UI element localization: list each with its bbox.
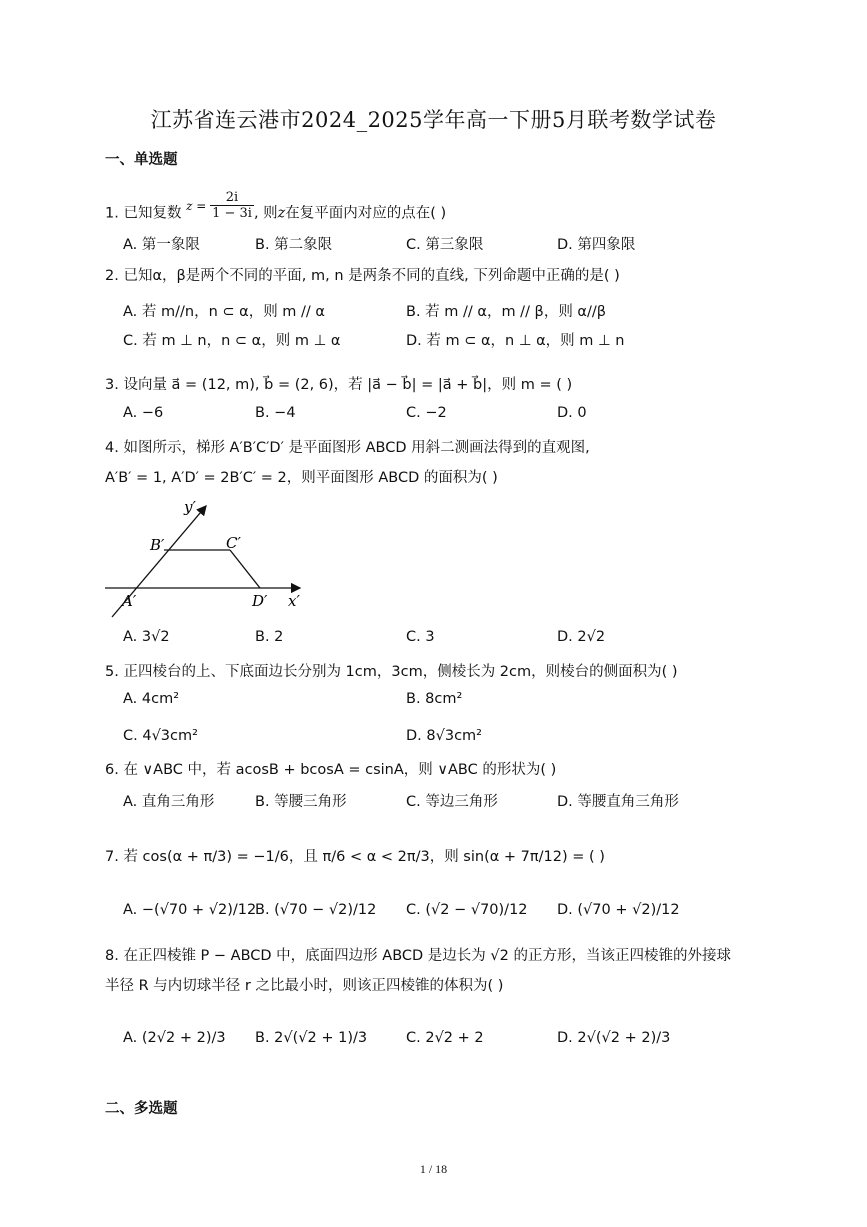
q2-option-b[interactable]: B. 若 m // α，m // β，则 α//β bbox=[406, 304, 607, 320]
q1-z: z bbox=[186, 198, 193, 213]
q1-post2: 在复平面内对应的点在( ) bbox=[285, 205, 447, 222]
q6-option-b[interactable]: B. 等腰三角形 bbox=[255, 794, 347, 810]
q2-option-d[interactable]: D. 若 m ⊂ α，n ⊥ α，则 m ⊥ n bbox=[406, 333, 625, 349]
q8-option-d[interactable]: D. 2√(√2 + 2)/3 bbox=[557, 1030, 671, 1046]
q8-option-b[interactable]: B. 2√(√2 + 1)/3 bbox=[255, 1030, 368, 1046]
q5-option-d[interactable]: D. 8√3cm² bbox=[406, 728, 482, 744]
question-4-line1: 4. 如图所示，梯形 A′B′C′D′ 是平面图形 ABCD 用斜二测画法得到的直观图, bbox=[105, 440, 590, 456]
q1-option-d[interactable]: D. 第四象限 bbox=[557, 237, 636, 253]
q7-option-c[interactable]: C. (√2 − √70)/12 bbox=[406, 902, 528, 918]
q4-option-c[interactable]: C. 3 bbox=[406, 629, 435, 645]
q2-option-a[interactable]: A. 若 m//n，n ⊂ α，则 m // α bbox=[123, 304, 325, 320]
q1-option-c[interactable]: C. 第三象限 bbox=[406, 237, 484, 253]
q4-option-d[interactable]: D. 2√2 bbox=[557, 629, 606, 645]
q1-number: 1. bbox=[105, 205, 124, 222]
section-heading-single-choice: 一、单选题 bbox=[105, 152, 178, 168]
q1-fraction bbox=[210, 190, 254, 221]
page-number: 1 / 18 bbox=[419, 1162, 448, 1176]
q1-pre: 已知复数 bbox=[123, 205, 182, 222]
question-7-stem: 7. 若 cos(α + π/3) = −1/6，且 π/6 < α < 2π/3，则 sin(α + 7π/12) = ( ) bbox=[105, 849, 605, 865]
q3-option-b[interactable]: B. −4 bbox=[255, 405, 296, 421]
q7-option-d[interactable]: D. (√70 + √2)/12 bbox=[557, 902, 680, 918]
q1-frac-num: 2i bbox=[210, 190, 254, 206]
q6-option-d[interactable]: D. 等腰直角三角形 bbox=[557, 794, 679, 810]
question-5-stem: 5. 正四棱台的上、下底面边长分别为 1cm，3cm，侧棱长为 2cm，则棱台的侧面积为( ) bbox=[105, 664, 678, 680]
q3-option-a[interactable]: A. −6 bbox=[123, 405, 164, 421]
label-b: B′ bbox=[150, 536, 165, 554]
question-8-line2: 半径 R 与内切球半径 r 之比最小时，则该正四棱锥的体积为( ) bbox=[105, 978, 504, 994]
trapezoid-figure bbox=[100, 492, 320, 620]
q6-option-c[interactable]: C. 等边三角形 bbox=[406, 794, 498, 810]
q3-option-c[interactable]: C. −2 bbox=[406, 405, 447, 421]
question-6-stem: 6. 在 ∨ABC 中，若 acosB + bcosA = csinA，则 ∨ABC 的形状为( ) bbox=[105, 762, 557, 778]
edge-cd bbox=[230, 550, 260, 588]
q1-eq: = bbox=[192, 198, 211, 213]
q1-frac-den: 1 − 3i bbox=[212, 206, 252, 221]
q6-option-a[interactable]: A. 直角三角形 bbox=[123, 794, 215, 810]
label-c: C′ bbox=[226, 534, 241, 552]
q5-option-a[interactable]: A. 4cm² bbox=[123, 691, 180, 707]
q5-option-c[interactable]: C. 4√3cm² bbox=[123, 728, 198, 744]
section-heading-multiple-choice: 二、多选题 bbox=[105, 1101, 178, 1117]
q7-option-b[interactable]: B. (√70 − √2)/12 bbox=[255, 902, 377, 918]
question-3-stem: 3. 设向量 a⃗ = (12, m), b⃗ = (2, 6)，若 |a⃗ − b⃗| = |a⃗ + b⃗|，则 m = ( ) bbox=[105, 377, 573, 393]
q1-z2: z bbox=[277, 205, 286, 222]
question-2-stem: 2. 已知α，β是两个不同的平面, m, n 是两条不同的直线, 下列命题中正确的是( ) bbox=[105, 268, 620, 284]
question-1-stem bbox=[105, 190, 447, 229]
q3-option-d[interactable]: D. 0 bbox=[557, 405, 587, 421]
page-title: 江苏省连云港市2024_2025学年高一下册5月联考数学试卷 bbox=[150, 108, 717, 132]
q8-option-a[interactable]: A. (2√2 + 2)/3 bbox=[123, 1030, 226, 1046]
q7-option-a[interactable]: A. −(√70 + √2)/12 bbox=[123, 902, 257, 918]
q4-option-b[interactable]: B. 2 bbox=[255, 629, 284, 645]
label-y: y′ bbox=[184, 498, 196, 516]
question-4-line2: A′B′ = 1, A′D′ = 2B′C′ = 2，则平面图形 ABCD 的面积为( ) bbox=[105, 470, 498, 486]
q1-option-a[interactable]: A. 第一象限 bbox=[123, 237, 200, 253]
label-a: A′ bbox=[122, 592, 137, 610]
q8-option-c[interactable]: C. 2√2 + 2 bbox=[406, 1030, 484, 1046]
label-d: D′ bbox=[252, 592, 268, 610]
q2-option-c[interactable]: C. 若 m ⊥ n，n ⊂ α，则 m ⊥ α bbox=[123, 333, 341, 349]
q5-option-b[interactable]: B. 8cm² bbox=[406, 691, 463, 707]
question-8-line1: 8. 在正四棱锥 P − ABCD 中，底面四边形 ABCD 是边长为 √2 的正方形，当该正四棱锥的外接球 bbox=[105, 948, 731, 964]
q4-option-a[interactable]: A. 3√2 bbox=[123, 629, 170, 645]
q1-option-b[interactable]: B. 第二象限 bbox=[255, 237, 333, 253]
label-x: x′ bbox=[288, 592, 300, 610]
q1-post: , 则 bbox=[253, 205, 278, 222]
